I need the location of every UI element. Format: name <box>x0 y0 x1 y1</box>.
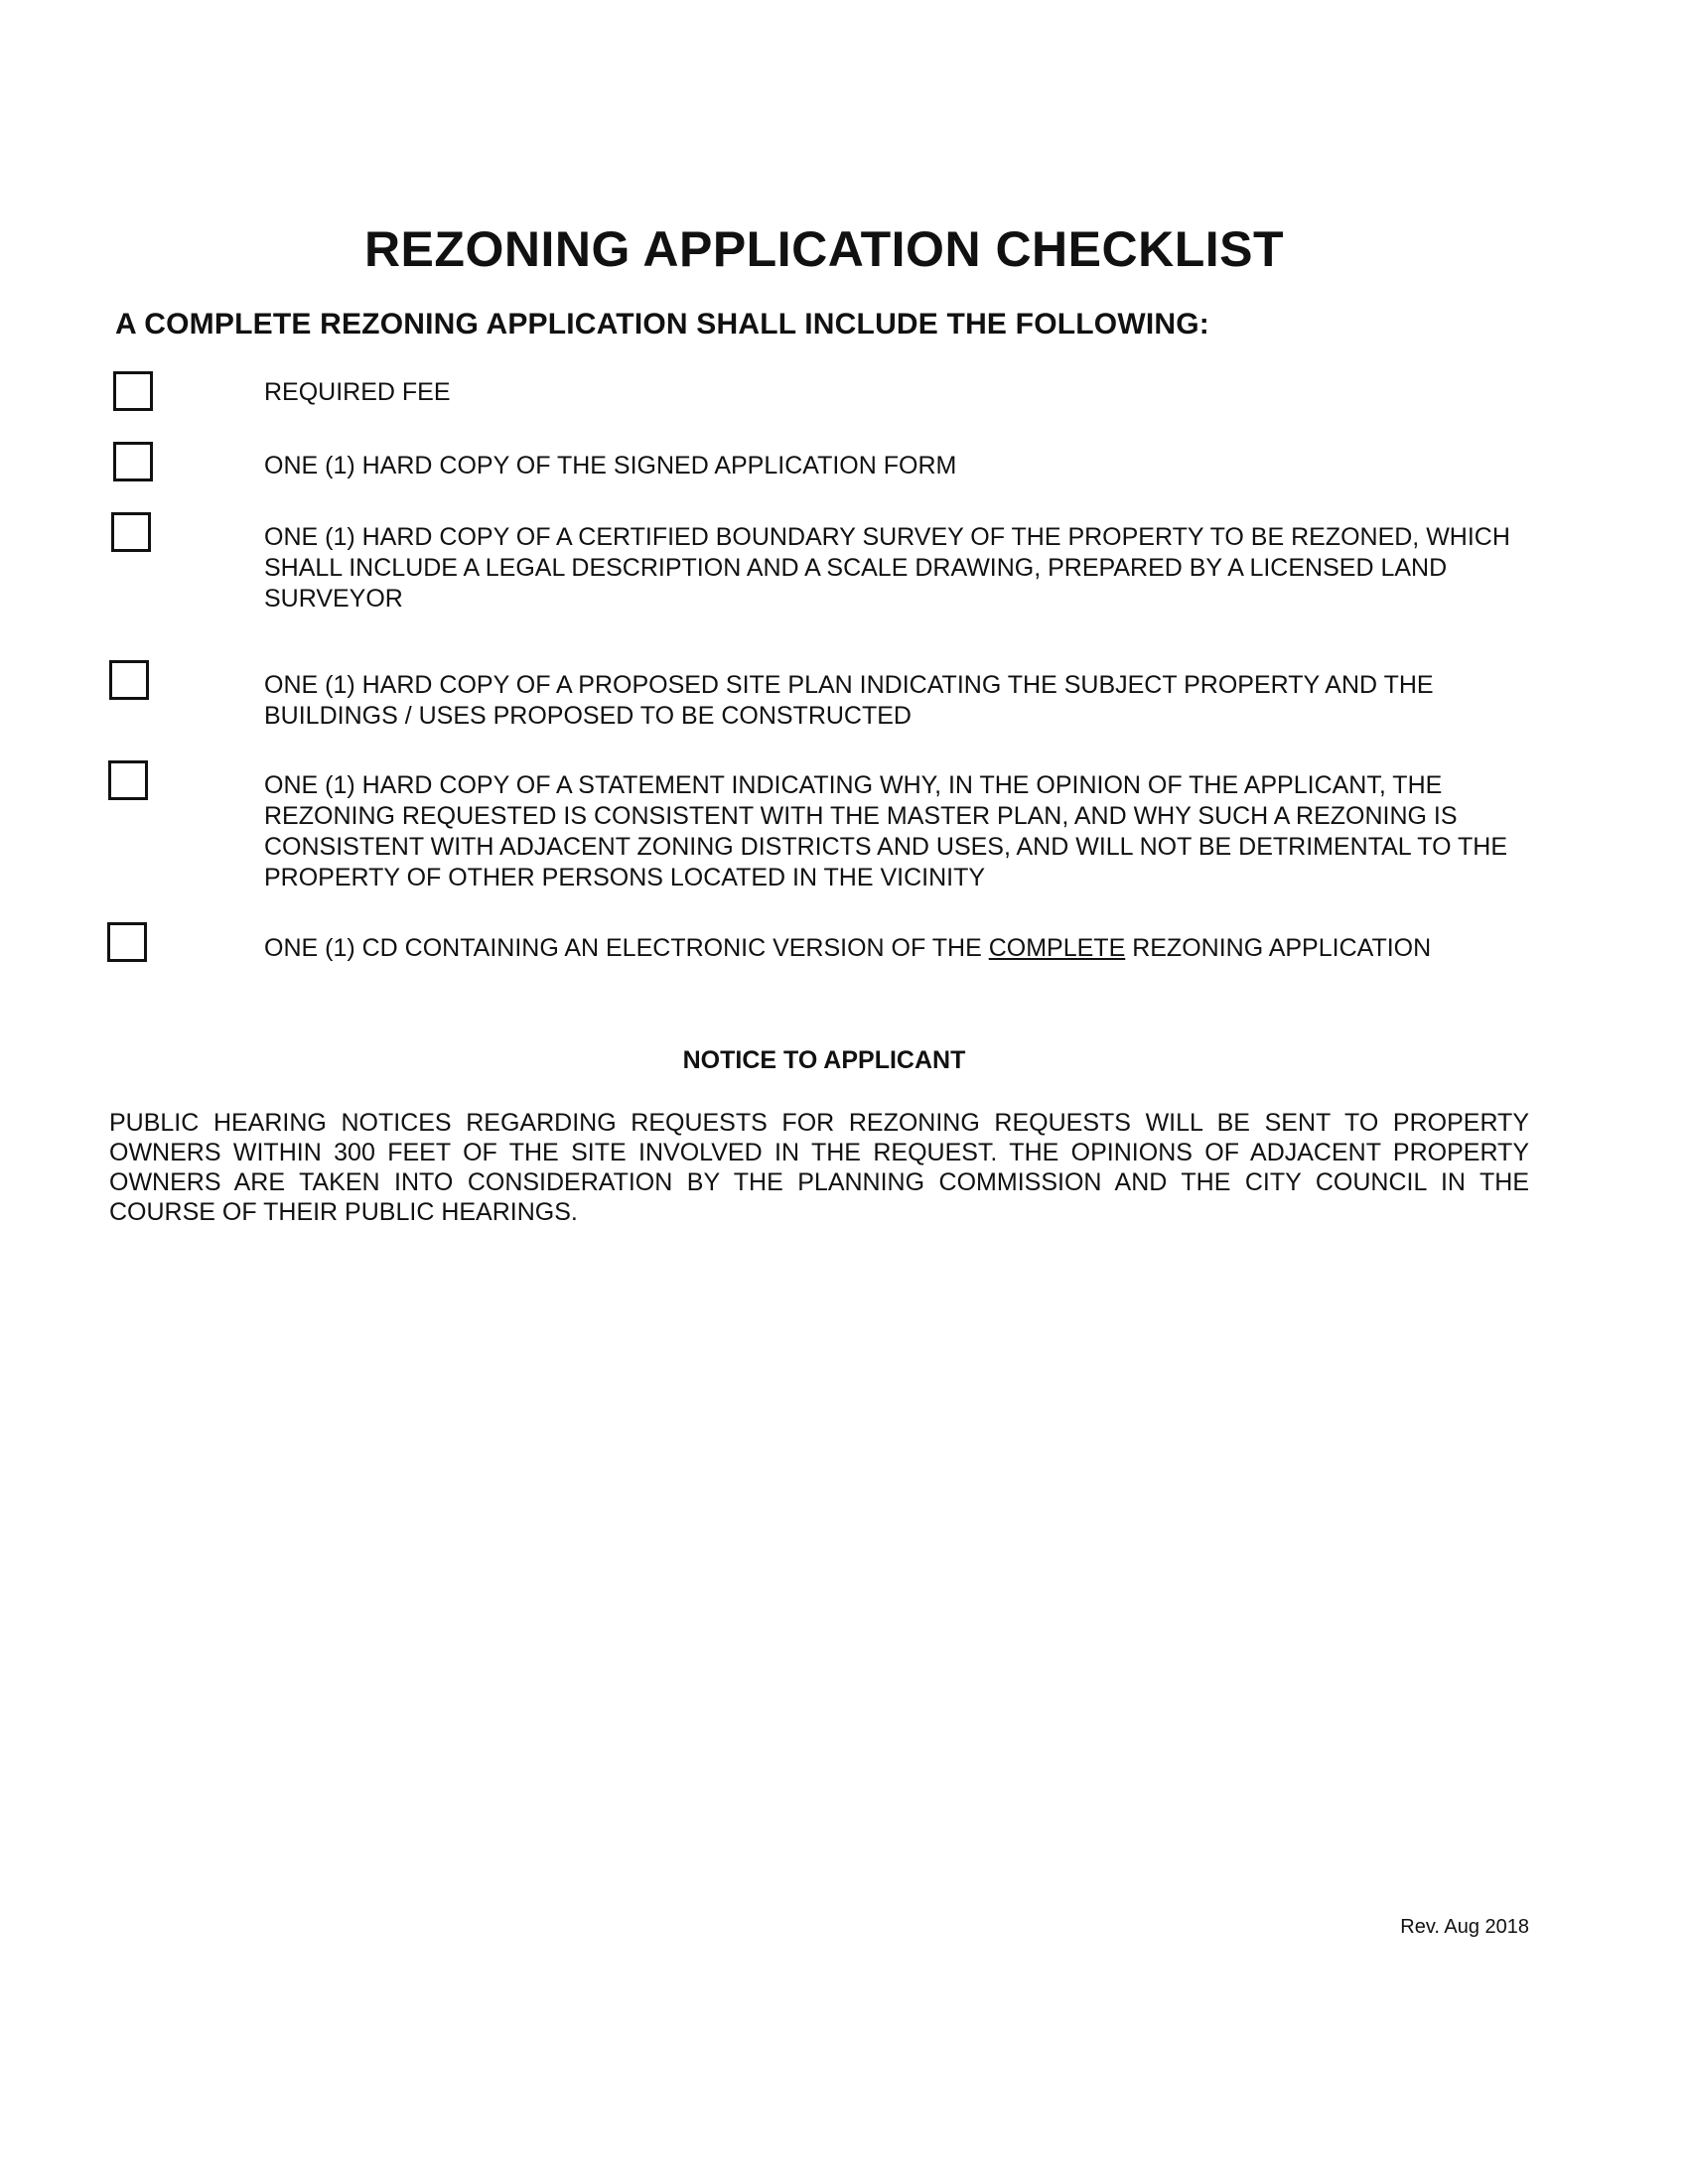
checklist-item-boundary-survey: ONE (1) HARD COPY OF A CERTIFIED BOUNDARY SURVEY OF THE PROPERTY TO BE REZONED, WHICH SHALL INCLUDE A LEGAL DESCRIPTION AND A SCALE DRAWING, PREPARED BY A LICENSED LAND SURVEYOR <box>264 523 1510 613</box>
page-title: REZONING APPLICATION CHECKLIST <box>363 221 1285 277</box>
revision-label: Rev. Aug 2018 <box>1400 1916 1529 1938</box>
checklist-item-required-fee: REQUIRED FEE <box>264 378 451 406</box>
checklist-item-cd-text-before: ONE (1) CD CONTAINING AN ELECTRONIC VERSION OF THE <box>264 934 989 962</box>
checklist-item-cd-text-after: REZONING APPLICATION <box>1125 934 1432 962</box>
notice-title: NOTICE TO APPLICANT <box>682 1046 966 1074</box>
checklist-item-application-form: ONE (1) HARD COPY OF THE SIGNED APPLICATION FORM <box>264 452 957 479</box>
checkbox-required-fee[interactable] <box>113 371 153 411</box>
checklist-item-site-plan: ONE (1) HARD COPY OF A PROPOSED SITE PLAN INDICATING THE SUBJECT PROPERTY AND THE BUILDINGS / USES PROPOSED TO BE CONSTRUCTED <box>264 671 1434 730</box>
checkbox-cd[interactable] <box>107 922 147 962</box>
checklist-subheading: A COMPLETE REZONING APPLICATION SHALL INCLUDE THE FOLLOWING: <box>115 308 1209 341</box>
checklist-item-cd-underlined: COMPLETE <box>988 934 1126 962</box>
checkbox-boundary-survey[interactable] <box>111 512 151 552</box>
checkbox-statement[interactable] <box>108 760 148 800</box>
checkbox-application-form[interactable] <box>113 442 153 481</box>
checklist-item-statement: ONE (1) HARD COPY OF A STATEMENT INDICATING WHY, IN THE OPINION OF THE APPLICANT, THE REZONING REQUESTED IS CONSISTENT WITH THE MASTER PLAN, AND WHY SUCH A REZONING IS CONSISTENT WITH ADJACENT ZONING DISTRICTS AND USES, AND WILL NOT BE DETRIMENTAL TO THE PROPERTY OF OTHER PERSONS LOCATED IN THE VICINITY <box>264 771 1508 891</box>
checklist-item-cd <box>264 933 1555 964</box>
notice-body: PUBLIC HEARING NOTICES REGARDING REQUESTS FOR REZONING REQUESTS WILL BE SENT TO PROPERTY OWNERS WITHIN 300 FEET OF THE SITE INVOLVED IN THE REQUEST. THE OPINIONS OF ADJACENT PROPERTY OWNERS ARE TAKEN INTO CONSIDERATION BY THE PLANNING COMMISSION AND THE CITY COUNCIL IN THE COURSE OF THEIR PUBLIC HEARINGS. <box>109 1109 1529 1226</box>
checkbox-site-plan[interactable] <box>109 660 149 700</box>
